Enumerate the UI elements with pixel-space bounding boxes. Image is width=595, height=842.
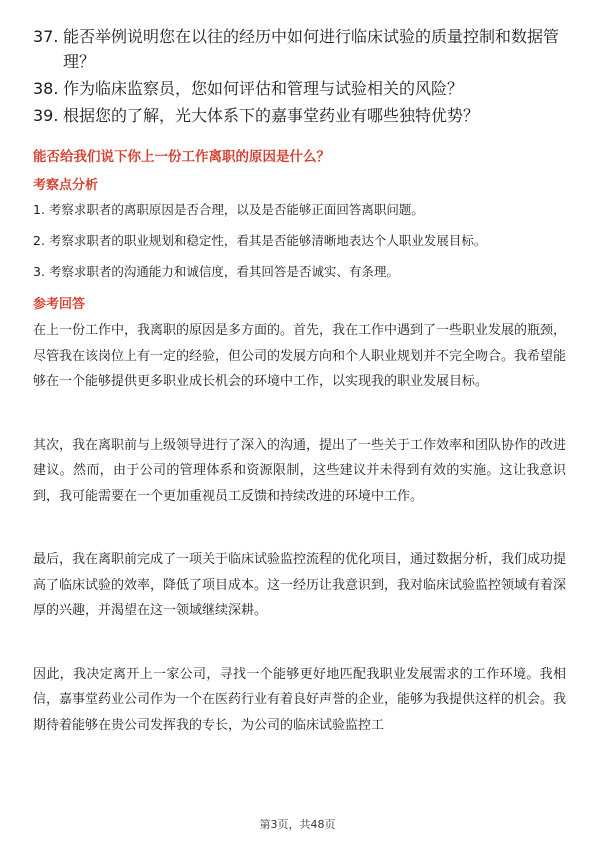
question-item xyxy=(33,24,573,74)
analysis-point: 3. 考察求职者的沟通能力和诚信度，看其回答是否诚实、有条理。 xyxy=(33,264,399,279)
question-text: 根据您的了解，光大体系下的嘉事堂药业有哪些独特优势？ xyxy=(63,106,480,125)
question-text: 作为临床监察员，您如何评估和管理与试验相关的风险？ xyxy=(63,79,464,98)
analysis-points xyxy=(33,200,563,293)
question-item xyxy=(33,103,573,128)
answer-paragraph: 其次，我在离职前与上级领导进行了深入的沟通，提出了一些关于工作效率和团队协作的改进建议。然而，由于公司的管理体系和资源限制，这些建议并未得到有效的实施。这让我意识到，我可能需要在一个更加重视员工反馈和持续改进的环境中工作。 xyxy=(33,437,567,504)
question-number: 38. xyxy=(33,79,59,98)
page-number: 第3页，共48页 xyxy=(259,818,336,831)
question-number: 39. xyxy=(33,106,59,125)
analysis-section-title: 考察点分析 xyxy=(33,178,99,193)
question-text: 能否举例说明您在以往的经历中如何进行临床试验的质量控制和数据管理？ xyxy=(63,27,560,71)
answer-body xyxy=(33,318,566,776)
question-list xyxy=(33,24,573,130)
question-item xyxy=(33,76,573,101)
analysis-point: 1. 考察求职者的离职原因是否合理，以及是否能够正面回答离职问题。 xyxy=(33,202,424,217)
answer-paragraph: 最后，我在离职前完成了一项关于临床试验监控流程的优化项目，通过数据分析，我们成功提高了临床试验的效率，降低了项目成本。这一经历让我意识到，我对临床试验监控领域有着深厚的兴趣，并渴望在这一领域继续深耕。 xyxy=(33,552,567,618)
analysis-point: 2. 考察求职者的职业规划和稳定性，看其是否能够清晰地表达个人职业发展目标。 xyxy=(33,233,487,248)
answer-paragraph: 因此，我决定离开上一家公司，寻找一个能够更好地匹配我职业发展需求的工作环境。我相信，嘉事堂药业公司作为一个在医药行业有着良好声誉的企业，能够为我提供这样的机会。我期待着能够在贵公司发挥我的专长，为公司的临床试验监控工 xyxy=(33,666,567,733)
interview-question-heading: 能否给我们说下你上一份工作离职的原因是什么？ xyxy=(33,149,330,165)
answer-paragraph: 在上一份工作中，我离职的原因是多方面的。首先，我在工作中遇到了一些职业发展的瓶颈，尽管我在该岗位上有一定的经验，但公司的发展方向和个人职业规划并不完全吻合。我希望能够在一个能够提供更多职业成长机会的环境中工作，以实现我的职业发展目标。 xyxy=(33,323,567,389)
answer-section-title: 参考回答 xyxy=(33,297,86,312)
question-number: 37. xyxy=(33,27,59,46)
